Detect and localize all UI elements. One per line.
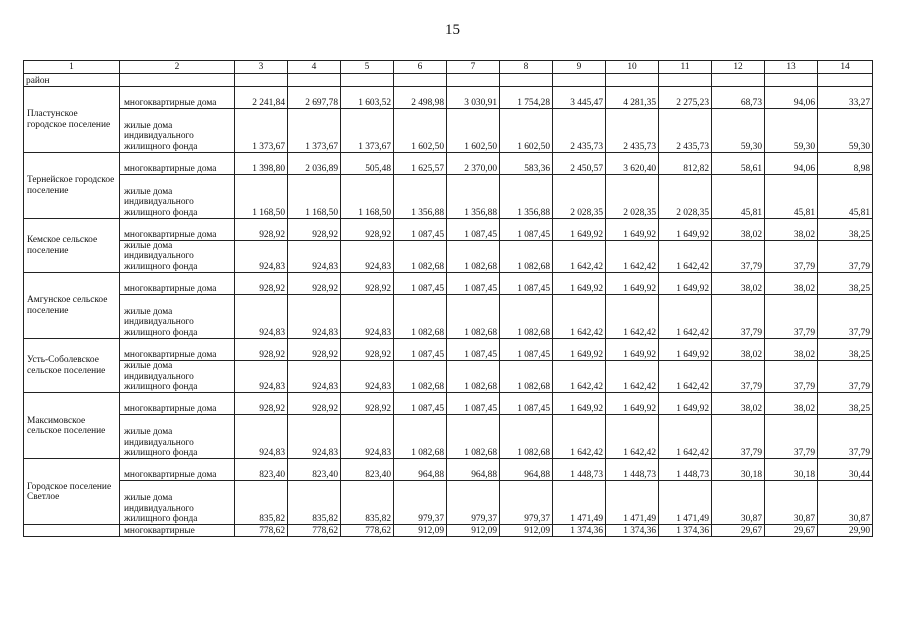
column-number-cell: 3 bbox=[235, 61, 288, 74]
value-cell: 928,92 bbox=[341, 393, 394, 415]
value-cell: 1 649,92 bbox=[606, 339, 659, 361]
column-number-cell: 10 bbox=[606, 61, 659, 74]
value-cell: 37,79 bbox=[765, 415, 818, 459]
value-cell: 30,87 bbox=[765, 481, 818, 525]
value-cell: 38,25 bbox=[818, 339, 873, 361]
value-cell: 928,92 bbox=[288, 219, 341, 241]
value-cell: 928,92 bbox=[235, 273, 288, 295]
building-type: многоквартирные дома bbox=[120, 459, 235, 481]
value-cell: 924,83 bbox=[288, 415, 341, 459]
value-cell: 1 087,45 bbox=[447, 339, 500, 361]
value-cell: 1 642,42 bbox=[659, 361, 712, 393]
value-cell: 1 087,45 bbox=[500, 339, 553, 361]
value-cell: 38,25 bbox=[818, 273, 873, 295]
table-row bbox=[24, 273, 873, 295]
empty-cell bbox=[818, 74, 873, 87]
value-cell: 1 082,68 bbox=[500, 295, 553, 339]
value-cell: 928,92 bbox=[288, 273, 341, 295]
district-name: Городское поселение Светлое bbox=[24, 459, 120, 525]
value-cell: 1 082,68 bbox=[394, 241, 447, 273]
value-cell: 1 471,49 bbox=[553, 481, 606, 525]
value-cell: 1 649,92 bbox=[553, 339, 606, 361]
value-cell: 1 625,57 bbox=[394, 153, 447, 175]
rayon-label: район bbox=[24, 74, 120, 87]
value-cell: 2 028,35 bbox=[606, 175, 659, 219]
value-cell: 38,25 bbox=[818, 219, 873, 241]
value-cell: 928,92 bbox=[288, 339, 341, 361]
empty-cell bbox=[553, 74, 606, 87]
value-cell: 928,92 bbox=[235, 393, 288, 415]
value-cell: 928,92 bbox=[288, 393, 341, 415]
empty-cell bbox=[659, 74, 712, 87]
district-name: Амгунское сельское поселение bbox=[24, 273, 120, 339]
value-cell: 1 087,45 bbox=[394, 219, 447, 241]
building-type: многоквартирные bbox=[120, 525, 235, 537]
value-cell: 964,88 bbox=[447, 459, 500, 481]
empty-cell bbox=[606, 74, 659, 87]
value-cell: 1 642,42 bbox=[553, 415, 606, 459]
building-type: многоквартирные дома bbox=[120, 339, 235, 361]
table-row bbox=[24, 481, 873, 525]
value-cell: 3 030,91 bbox=[447, 87, 500, 109]
value-cell: 2 275,23 bbox=[659, 87, 712, 109]
value-cell: 583,36 bbox=[500, 153, 553, 175]
column-number-cell: 8 bbox=[500, 61, 553, 74]
value-cell: 29,67 bbox=[712, 525, 765, 537]
value-cell: 979,37 bbox=[394, 481, 447, 525]
value-cell: 37,79 bbox=[818, 361, 873, 393]
value-cell: 928,92 bbox=[341, 339, 394, 361]
table-row bbox=[24, 175, 873, 219]
value-cell: 8,98 bbox=[818, 153, 873, 175]
empty-cell bbox=[765, 74, 818, 87]
value-cell: 924,83 bbox=[235, 295, 288, 339]
value-cell: 2 028,35 bbox=[659, 175, 712, 219]
value-cell: 2 697,78 bbox=[288, 87, 341, 109]
value-cell: 38,02 bbox=[765, 393, 818, 415]
value-cell: 912,09 bbox=[447, 525, 500, 537]
value-cell: 38,02 bbox=[712, 219, 765, 241]
value-cell: 1 649,92 bbox=[659, 273, 712, 295]
value-cell: 38,02 bbox=[712, 339, 765, 361]
value-cell: 812,82 bbox=[659, 153, 712, 175]
value-cell: 1 448,73 bbox=[606, 459, 659, 481]
table-row bbox=[24, 393, 873, 415]
value-cell: 94,06 bbox=[765, 87, 818, 109]
value-cell: 1 642,42 bbox=[659, 295, 712, 339]
value-cell: 924,83 bbox=[235, 241, 288, 273]
value-cell: 1 754,28 bbox=[500, 87, 553, 109]
column-number-row bbox=[24, 61, 873, 74]
value-cell: 1 087,45 bbox=[500, 219, 553, 241]
value-cell: 38,02 bbox=[765, 273, 818, 295]
value-cell: 1 373,67 bbox=[235, 109, 288, 153]
value-cell: 823,40 bbox=[235, 459, 288, 481]
value-cell: 1 471,49 bbox=[606, 481, 659, 525]
value-cell: 30,18 bbox=[712, 459, 765, 481]
column-number-cell: 4 bbox=[288, 61, 341, 74]
value-cell: 1 642,42 bbox=[606, 361, 659, 393]
value-cell: 2 450,57 bbox=[553, 153, 606, 175]
value-cell: 38,02 bbox=[712, 393, 765, 415]
value-cell: 1 649,92 bbox=[553, 219, 606, 241]
value-cell: 1 649,92 bbox=[659, 393, 712, 415]
value-cell: 59,30 bbox=[765, 109, 818, 153]
value-cell: 38,02 bbox=[712, 273, 765, 295]
value-cell: 38,02 bbox=[765, 219, 818, 241]
table-row bbox=[24, 415, 873, 459]
district-name: Тернейское городское поселение bbox=[24, 153, 120, 219]
district-name: Усть-Соболевское сельское поселение bbox=[24, 339, 120, 393]
table-row bbox=[24, 109, 873, 153]
value-cell: 1 642,42 bbox=[553, 361, 606, 393]
value-cell: 1 082,68 bbox=[447, 361, 500, 393]
value-cell: 37,79 bbox=[818, 241, 873, 273]
column-number-cell: 5 bbox=[341, 61, 394, 74]
value-cell: 964,88 bbox=[394, 459, 447, 481]
value-cell: 928,92 bbox=[235, 339, 288, 361]
value-cell: 823,40 bbox=[288, 459, 341, 481]
value-cell: 94,06 bbox=[765, 153, 818, 175]
value-cell: 835,82 bbox=[235, 481, 288, 525]
value-cell: 1 356,88 bbox=[394, 175, 447, 219]
district-name bbox=[24, 525, 120, 537]
value-cell: 1 649,92 bbox=[553, 393, 606, 415]
value-cell: 1 087,45 bbox=[394, 273, 447, 295]
table-row bbox=[24, 459, 873, 481]
value-cell: 1 642,42 bbox=[606, 295, 659, 339]
value-cell: 45,81 bbox=[765, 175, 818, 219]
value-cell: 1 356,88 bbox=[447, 175, 500, 219]
empty-cell bbox=[288, 74, 341, 87]
building-type: многоквартирные дома bbox=[120, 219, 235, 241]
value-cell: 1 087,45 bbox=[447, 393, 500, 415]
value-cell: 1 374,36 bbox=[606, 525, 659, 537]
empty-cell bbox=[341, 74, 394, 87]
tariff-table bbox=[23, 60, 873, 537]
value-cell: 1 087,45 bbox=[394, 393, 447, 415]
table-row bbox=[24, 87, 873, 109]
building-type: многоквартирные дома bbox=[120, 273, 235, 295]
value-cell: 30,87 bbox=[818, 481, 873, 525]
value-cell: 1 082,68 bbox=[394, 295, 447, 339]
value-cell: 924,83 bbox=[341, 361, 394, 393]
value-cell: 4 281,35 bbox=[606, 87, 659, 109]
value-cell: 1 374,36 bbox=[553, 525, 606, 537]
value-cell: 37,79 bbox=[765, 241, 818, 273]
building-type: многоквартирные дома bbox=[120, 87, 235, 109]
building-type: многоквартирные дома bbox=[120, 393, 235, 415]
value-cell: 37,79 bbox=[765, 295, 818, 339]
building-type: жилые дома индивидуального жилищного фонда bbox=[120, 241, 235, 273]
value-cell: 1 373,67 bbox=[288, 109, 341, 153]
table-row bbox=[24, 339, 873, 361]
value-cell: 1 471,49 bbox=[659, 481, 712, 525]
page-number: 15 bbox=[445, 22, 460, 38]
value-cell: 2 241,84 bbox=[235, 87, 288, 109]
empty-cell bbox=[394, 74, 447, 87]
value-cell: 2 036,89 bbox=[288, 153, 341, 175]
value-cell: 924,83 bbox=[341, 415, 394, 459]
value-cell: 778,62 bbox=[235, 525, 288, 537]
value-cell: 835,82 bbox=[288, 481, 341, 525]
value-cell: 38,02 bbox=[765, 339, 818, 361]
value-cell: 37,79 bbox=[712, 361, 765, 393]
building-type: жилые дома индивидуального жилищного фонда bbox=[120, 109, 235, 153]
value-cell: 835,82 bbox=[341, 481, 394, 525]
column-number-cell: 7 bbox=[447, 61, 500, 74]
value-cell: 59,30 bbox=[818, 109, 873, 153]
value-cell: 68,73 bbox=[712, 87, 765, 109]
value-cell: 37,79 bbox=[765, 361, 818, 393]
building-type: жилые дома индивидуального жилищного фонда bbox=[120, 481, 235, 525]
value-cell: 33,27 bbox=[818, 87, 873, 109]
value-cell: 1 373,67 bbox=[341, 109, 394, 153]
value-cell: 778,62 bbox=[288, 525, 341, 537]
value-cell: 1 168,50 bbox=[288, 175, 341, 219]
value-cell: 1 602,50 bbox=[500, 109, 553, 153]
value-cell: 924,83 bbox=[235, 415, 288, 459]
value-cell: 37,79 bbox=[818, 295, 873, 339]
value-cell: 37,79 bbox=[712, 241, 765, 273]
value-cell: 928,92 bbox=[341, 219, 394, 241]
value-cell: 1 642,42 bbox=[659, 241, 712, 273]
value-cell: 37,79 bbox=[712, 415, 765, 459]
value-cell: 1 356,88 bbox=[500, 175, 553, 219]
district-name: Максимовское сельское поселение bbox=[24, 393, 120, 459]
table-row bbox=[24, 153, 873, 175]
value-cell: 928,92 bbox=[341, 273, 394, 295]
value-cell: 59,30 bbox=[712, 109, 765, 153]
column-number-cell: 12 bbox=[712, 61, 765, 74]
value-cell: 1 374,36 bbox=[659, 525, 712, 537]
empty-cell bbox=[235, 74, 288, 87]
building-type: жилые дома индивидуального жилищного фонда bbox=[120, 295, 235, 339]
district-name: Кемское сельское поселение bbox=[24, 219, 120, 273]
value-cell: 924,83 bbox=[288, 295, 341, 339]
value-cell: 1 642,42 bbox=[606, 241, 659, 273]
value-cell: 823,40 bbox=[341, 459, 394, 481]
empty-cell bbox=[120, 74, 235, 87]
column-number-cell: 14 bbox=[818, 61, 873, 74]
value-cell: 924,83 bbox=[235, 361, 288, 393]
value-cell: 1 603,52 bbox=[341, 87, 394, 109]
value-cell: 1 602,50 bbox=[447, 109, 500, 153]
value-cell: 1 642,42 bbox=[553, 295, 606, 339]
value-cell: 1 602,50 bbox=[394, 109, 447, 153]
value-cell: 1 649,92 bbox=[553, 273, 606, 295]
value-cell: 1 642,42 bbox=[553, 241, 606, 273]
value-cell: 1 649,92 bbox=[606, 219, 659, 241]
value-cell: 1 082,68 bbox=[394, 415, 447, 459]
column-number-cell: 11 bbox=[659, 61, 712, 74]
value-cell: 1 087,45 bbox=[447, 273, 500, 295]
value-cell: 1 082,68 bbox=[500, 241, 553, 273]
value-cell: 924,83 bbox=[341, 241, 394, 273]
value-cell: 1 168,50 bbox=[341, 175, 394, 219]
value-cell: 2 028,35 bbox=[553, 175, 606, 219]
building-type: жилые дома индивидуального жилищного фонда bbox=[120, 175, 235, 219]
value-cell: 30,44 bbox=[818, 459, 873, 481]
value-cell: 1 649,92 bbox=[659, 219, 712, 241]
value-cell: 1 082,68 bbox=[500, 361, 553, 393]
value-cell: 30,87 bbox=[712, 481, 765, 525]
value-cell: 1 082,68 bbox=[500, 415, 553, 459]
value-cell: 30,18 bbox=[765, 459, 818, 481]
value-cell: 2 498,98 bbox=[394, 87, 447, 109]
district-name: Пластунское городское поселение bbox=[24, 87, 120, 153]
value-cell: 2 435,73 bbox=[606, 109, 659, 153]
value-cell: 979,37 bbox=[447, 481, 500, 525]
value-cell: 1 082,68 bbox=[447, 241, 500, 273]
rayon-row bbox=[24, 74, 873, 87]
value-cell: 1 087,45 bbox=[500, 393, 553, 415]
value-cell: 3 445,47 bbox=[553, 87, 606, 109]
table-row bbox=[24, 361, 873, 393]
value-cell: 1 649,92 bbox=[659, 339, 712, 361]
column-number-cell: 9 bbox=[553, 61, 606, 74]
value-cell: 3 620,40 bbox=[606, 153, 659, 175]
table-row bbox=[24, 525, 873, 537]
value-cell: 29,67 bbox=[765, 525, 818, 537]
building-type: жилые дома индивидуального жилищного фонда bbox=[120, 361, 235, 393]
value-cell: 58,61 bbox=[712, 153, 765, 175]
value-cell: 778,62 bbox=[341, 525, 394, 537]
value-cell: 1 082,68 bbox=[447, 295, 500, 339]
value-cell: 1 087,45 bbox=[394, 339, 447, 361]
value-cell: 38,25 bbox=[818, 393, 873, 415]
value-cell: 1 087,45 bbox=[447, 219, 500, 241]
value-cell: 37,79 bbox=[712, 295, 765, 339]
value-cell: 924,83 bbox=[288, 361, 341, 393]
value-cell: 1 087,45 bbox=[500, 273, 553, 295]
value-cell: 924,83 bbox=[288, 241, 341, 273]
value-cell: 2 435,73 bbox=[659, 109, 712, 153]
value-cell: 1 448,73 bbox=[553, 459, 606, 481]
value-cell: 1 082,68 bbox=[447, 415, 500, 459]
value-cell: 1 642,42 bbox=[606, 415, 659, 459]
column-number-cell: 13 bbox=[765, 61, 818, 74]
table-row bbox=[24, 241, 873, 273]
value-cell: 928,92 bbox=[235, 219, 288, 241]
value-cell: 1 642,42 bbox=[659, 415, 712, 459]
value-cell: 29,90 bbox=[818, 525, 873, 537]
value-cell: 979,37 bbox=[500, 481, 553, 525]
building-type: жилые дома индивидуального жилищного фонда bbox=[120, 415, 235, 459]
table-row bbox=[24, 295, 873, 339]
value-cell: 2 435,73 bbox=[553, 109, 606, 153]
value-cell: 912,09 bbox=[500, 525, 553, 537]
building-type: многоквартирные дома bbox=[120, 153, 235, 175]
value-cell: 505,48 bbox=[341, 153, 394, 175]
column-number-cell: 1 bbox=[24, 61, 120, 74]
value-cell: 1 649,92 bbox=[606, 393, 659, 415]
value-cell: 912,09 bbox=[394, 525, 447, 537]
column-number-cell: 2 bbox=[120, 61, 235, 74]
value-cell: 924,83 bbox=[341, 295, 394, 339]
empty-cell bbox=[712, 74, 765, 87]
table-row bbox=[24, 219, 873, 241]
empty-cell bbox=[447, 74, 500, 87]
value-cell: 2 370,00 bbox=[447, 153, 500, 175]
value-cell: 1 082,68 bbox=[394, 361, 447, 393]
value-cell: 1 398,80 bbox=[235, 153, 288, 175]
value-cell: 964,88 bbox=[500, 459, 553, 481]
value-cell: 1 168,50 bbox=[235, 175, 288, 219]
value-cell: 1 649,92 bbox=[606, 273, 659, 295]
value-cell: 45,81 bbox=[818, 175, 873, 219]
column-number-cell: 6 bbox=[394, 61, 447, 74]
value-cell: 1 448,73 bbox=[659, 459, 712, 481]
value-cell: 37,79 bbox=[818, 415, 873, 459]
empty-cell bbox=[500, 74, 553, 87]
value-cell: 45,81 bbox=[712, 175, 765, 219]
